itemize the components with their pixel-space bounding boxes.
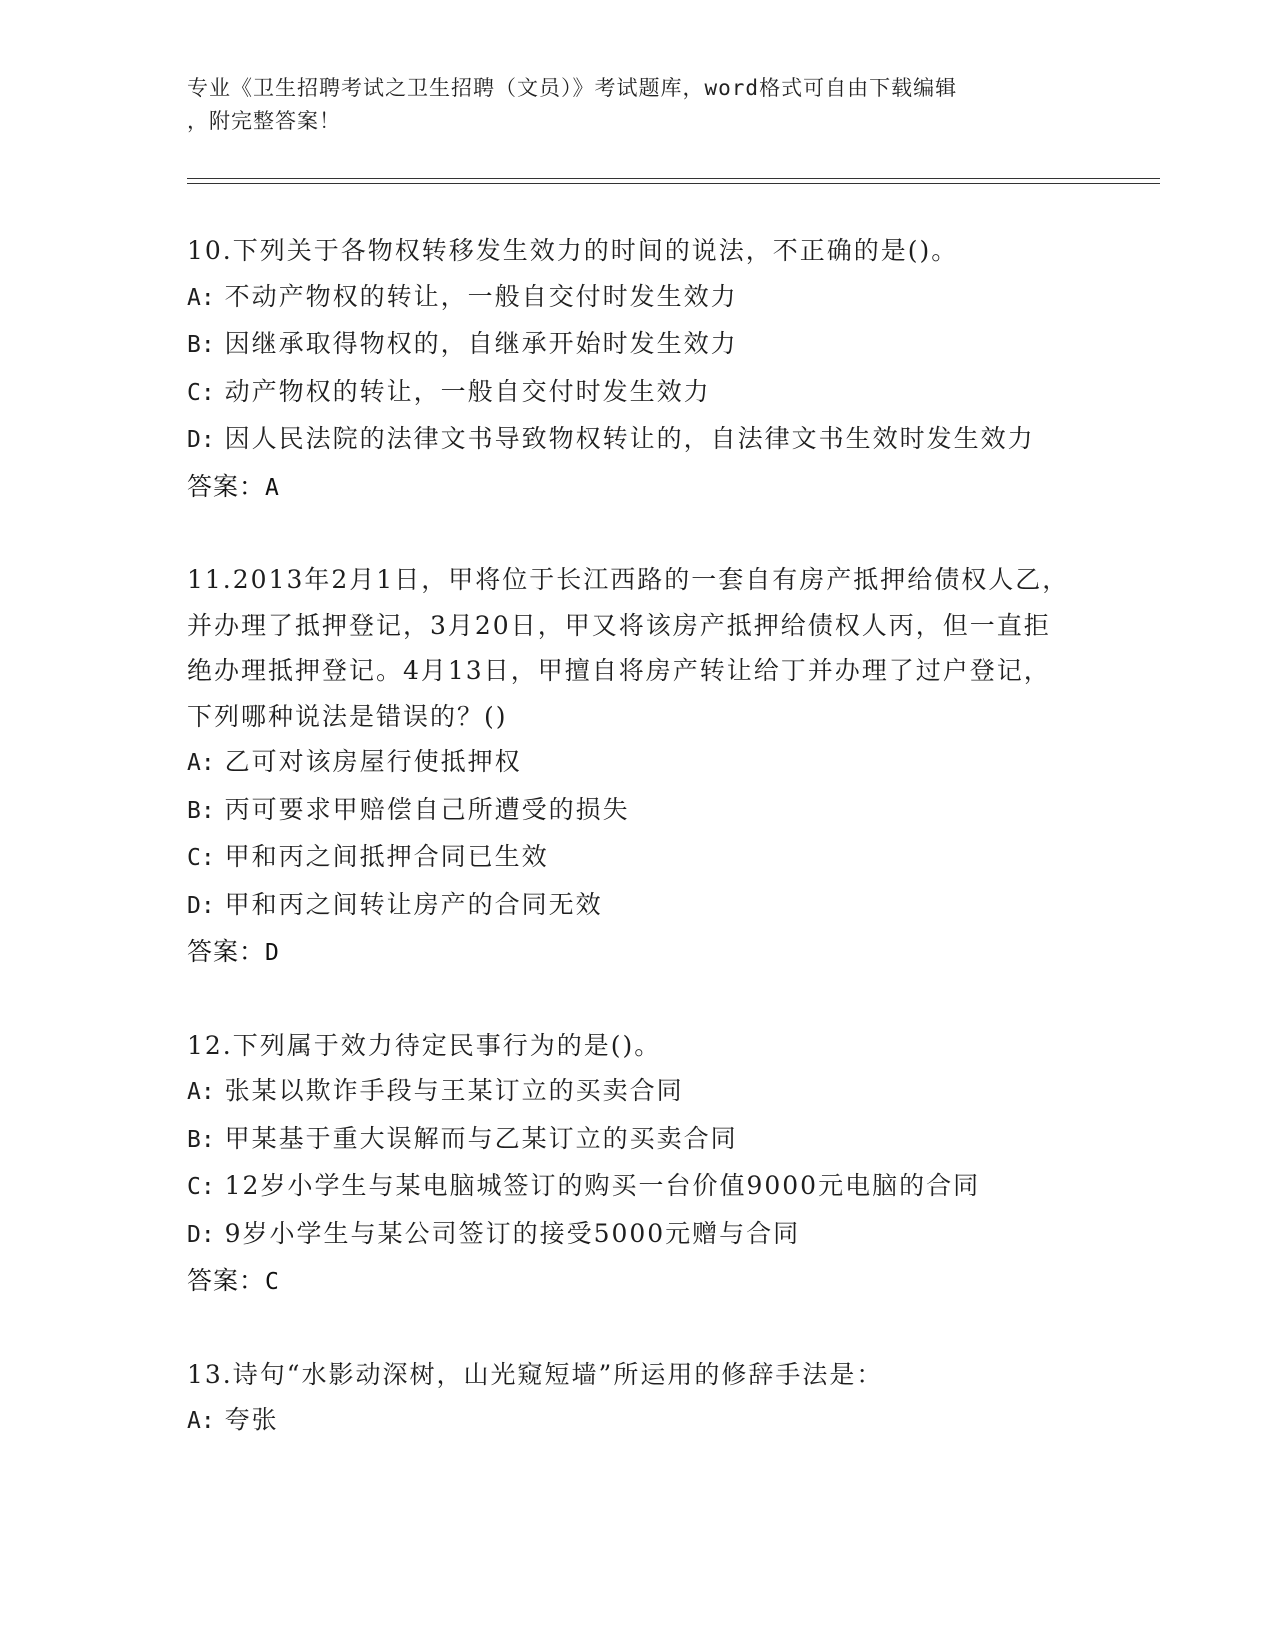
- option-a: [187, 274, 1087, 322]
- option-text: 不动产物权的转让，一般自交付时发生效力: [224, 281, 738, 311]
- option-b: [187, 321, 1087, 369]
- option-letter: D:: [187, 1221, 215, 1248]
- answer-value: A: [265, 474, 280, 501]
- answer-label: 答案：: [187, 471, 266, 501]
- option-letter: A:: [187, 1408, 215, 1434]
- question-list: [187, 228, 1087, 1491]
- option-c: [187, 1163, 1087, 1211]
- question-11: [187, 557, 1087, 977]
- option-letter: D:: [187, 892, 215, 919]
- question-12: [187, 1023, 1087, 1306]
- answer-value: C: [265, 1269, 280, 1295]
- question-stem: 12.下列属于效力待定民事行为的是()。: [187, 1030, 662, 1060]
- option-letter: C:: [187, 379, 215, 406]
- option-text: 乙可对该房屋行使抵押权: [224, 747, 522, 776]
- option-c: [187, 369, 1087, 417]
- option-text: 因继承取得物权的，自继承开始时发生效力: [224, 329, 738, 358]
- answer: [187, 929, 1087, 977]
- option-text: 甲和丙之间抵押合同已生效: [224, 842, 549, 871]
- option-letter: A:: [187, 284, 215, 311]
- document-header: [187, 72, 1087, 138]
- option-c: [187, 834, 1087, 882]
- question-stem: 13.诗句“水影动深树，山光窥短墙”所运用的修辞手法是：: [187, 1359, 884, 1389]
- option-letter: B:: [187, 1126, 215, 1153]
- question-13: [187, 1352, 1087, 1445]
- option-text: 甲某基于重大误解而与乙某订立的买卖合同: [224, 1123, 738, 1153]
- answer-label: 答案：: [187, 1266, 266, 1295]
- header-line-1: 专业《卫生招聘考试之卫生招聘（文员）》考试题库，word格式可自由下载编辑: [187, 76, 958, 100]
- option-text: 甲和丙之间转让房产的合同无效: [224, 889, 603, 919]
- option-text: 张某以欺诈手段与王某订立的买卖合同: [224, 1076, 684, 1105]
- option-b: [187, 787, 1087, 835]
- option-d: [187, 882, 1087, 930]
- option-text: 丙可要求甲赔偿自己所遭受的损失: [224, 794, 630, 824]
- option-letter: C:: [187, 1174, 215, 1200]
- question-stem: 10.下列关于各物权转移发生效力的时间的说法，不正确的是()。: [187, 236, 959, 265]
- option-text: 夸张: [224, 1405, 279, 1434]
- answer-value: D: [265, 940, 280, 966]
- option-letter: B:: [187, 797, 215, 824]
- header-divider: [187, 178, 1160, 184]
- option-text: 9岁小学生与某公司签订的接受5000元赠与合同: [224, 1218, 801, 1248]
- question-10: [187, 228, 1087, 511]
- option-text: 因人民法院的法律文书导致物权转让的，自法律文书生效时发生效力: [224, 424, 1035, 453]
- answer-label: 答案：: [187, 937, 266, 966]
- option-a: [187, 1068, 1087, 1116]
- option-letter: C:: [187, 845, 215, 871]
- option-text: 动产物权的转让，一般自交付时发生效力: [224, 376, 711, 406]
- option-letter: B:: [187, 332, 215, 358]
- option-a: [187, 739, 1087, 787]
- header-line-2: ，附完整答案！: [187, 109, 341, 133]
- option-letter: A:: [187, 750, 215, 776]
- option-letter: A:: [187, 1079, 215, 1105]
- question-stem: 11.2013年2月1日，甲将位于长江西路的一套自有房产抵押给债权人乙，并办理了抵押登记，3月20日，甲又将该房产抵押给债权人丙，但一直拒绝办理抵押登记。4月13日，甲擅自将房产转让给丁并办理了过户登记，下列哪种说法是错误的？(): [187, 565, 1070, 731]
- answer: [187, 1258, 1087, 1306]
- option-text: 12岁小学生与某电脑城签订的购买一台价值9000元电脑的合同: [224, 1171, 981, 1200]
- option-b: [187, 1116, 1087, 1164]
- option-a: [187, 1397, 1087, 1445]
- option-d: [187, 416, 1077, 464]
- answer: [187, 464, 1087, 512]
- option-letter: D:: [187, 427, 215, 453]
- option-d: [187, 1211, 1087, 1259]
